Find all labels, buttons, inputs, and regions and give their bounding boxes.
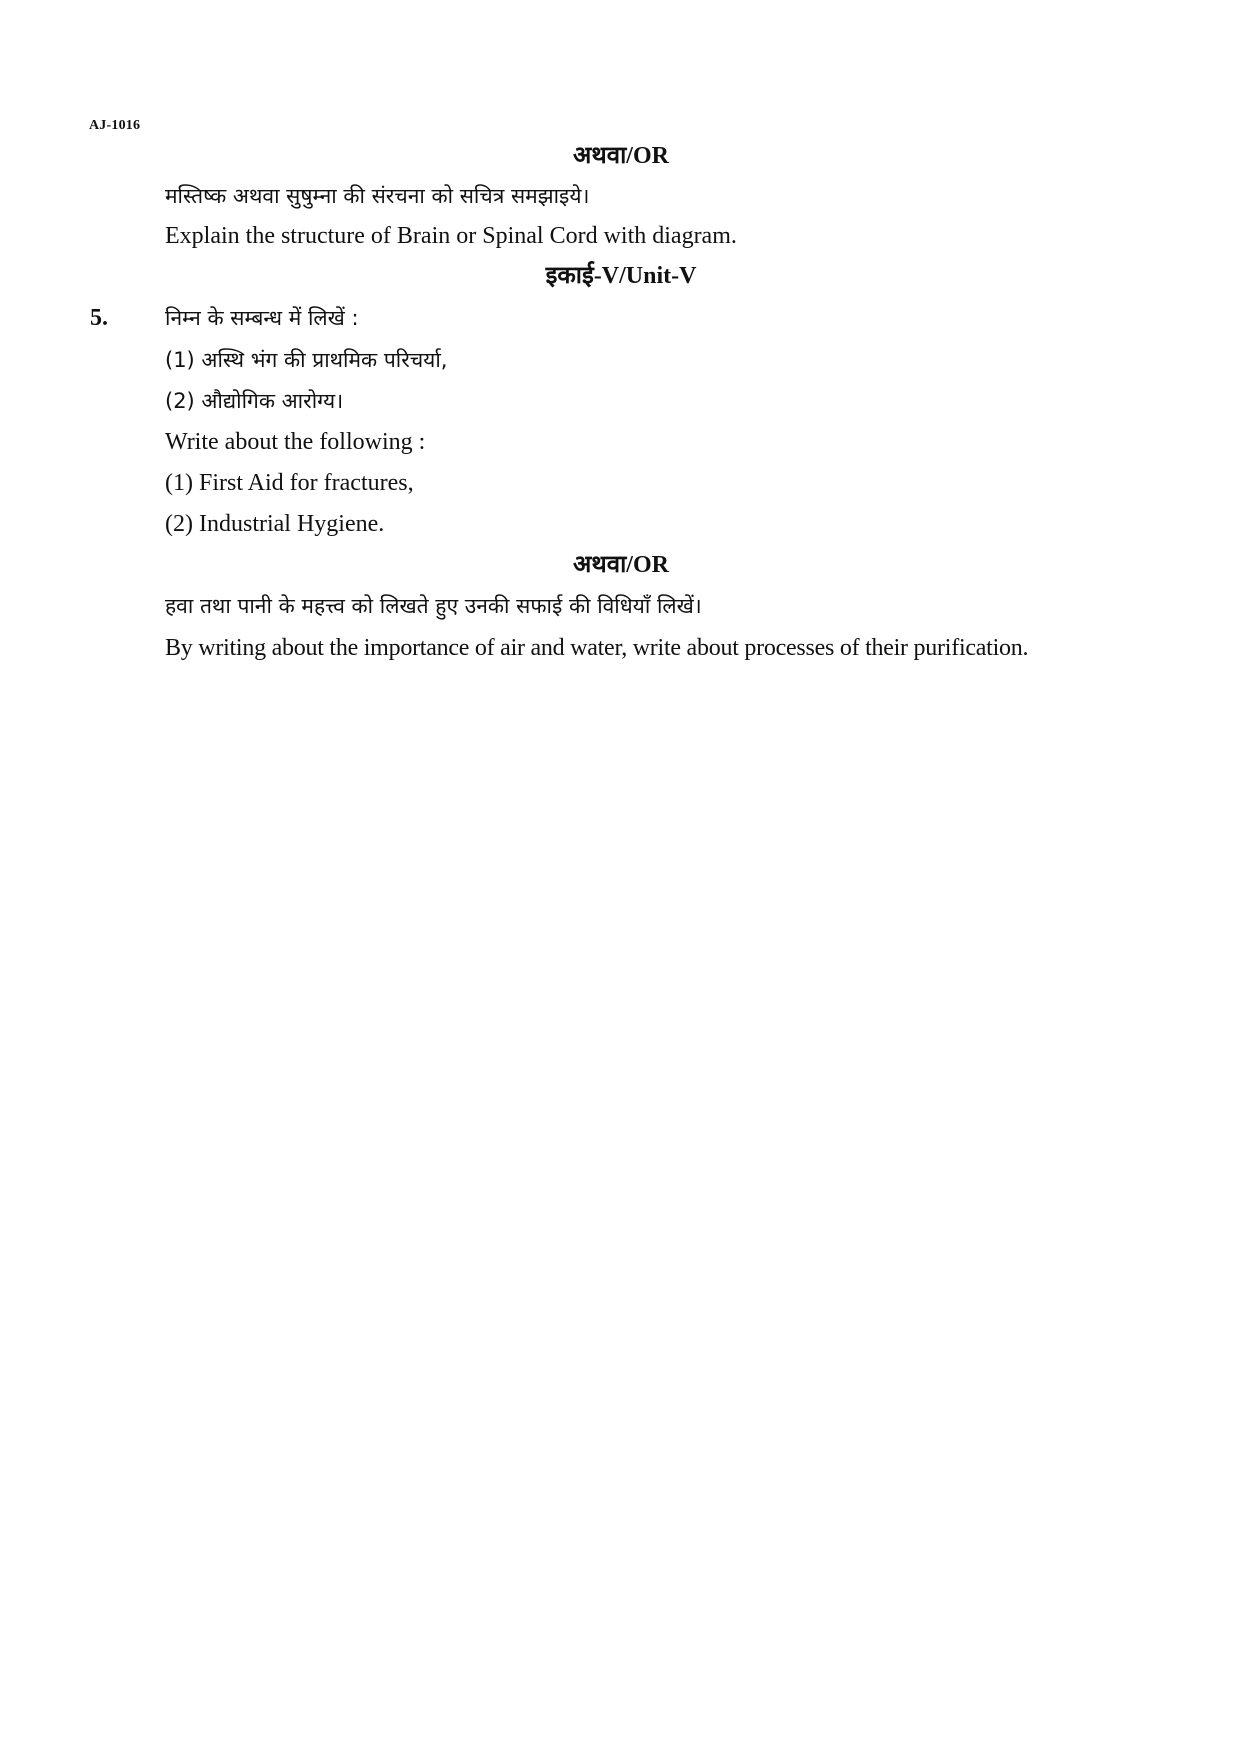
or-heading: अथवा/OR: [573, 552, 669, 578]
unit-heading: इकाई-V/Unit-V: [545, 263, 697, 289]
paper-code: AJ-1016: [89, 118, 141, 133]
question-prompt-english: Write about the following :: [165, 429, 426, 455]
question-prompt-hindi: निम्न के सम्बन्ध में लिखें :: [165, 306, 359, 330]
or-heading: अथवा/OR: [573, 143, 669, 169]
question-number: 5.: [90, 305, 108, 331]
question-text-hindi: मस्तिष्क अथवा सुषुम्ना की संरचना को सचित्र समझाइये।: [165, 184, 590, 208]
list-item-english: (1) First Aid for fractures,: [165, 470, 414, 496]
question-text-english: By writing about the importance of air and water, write about processes of their purification.: [165, 635, 1029, 661]
question-text-english: Explain the structure of Brain or Spinal Cord with diagram.: [165, 223, 737, 249]
list-item-hindi: (1) अस्थि भंग की प्राथमिक परिचर्या,: [165, 348, 448, 372]
question-text-hindi: हवा तथा पानी के महत्त्व को लिखते हुए उनकी सफाई की विधियाँ लिखें।: [165, 594, 702, 618]
list-item-hindi: (2) औद्योगिक आरोग्य।: [165, 389, 344, 413]
list-item-english: (2) Industrial Hygiene.: [165, 511, 385, 537]
